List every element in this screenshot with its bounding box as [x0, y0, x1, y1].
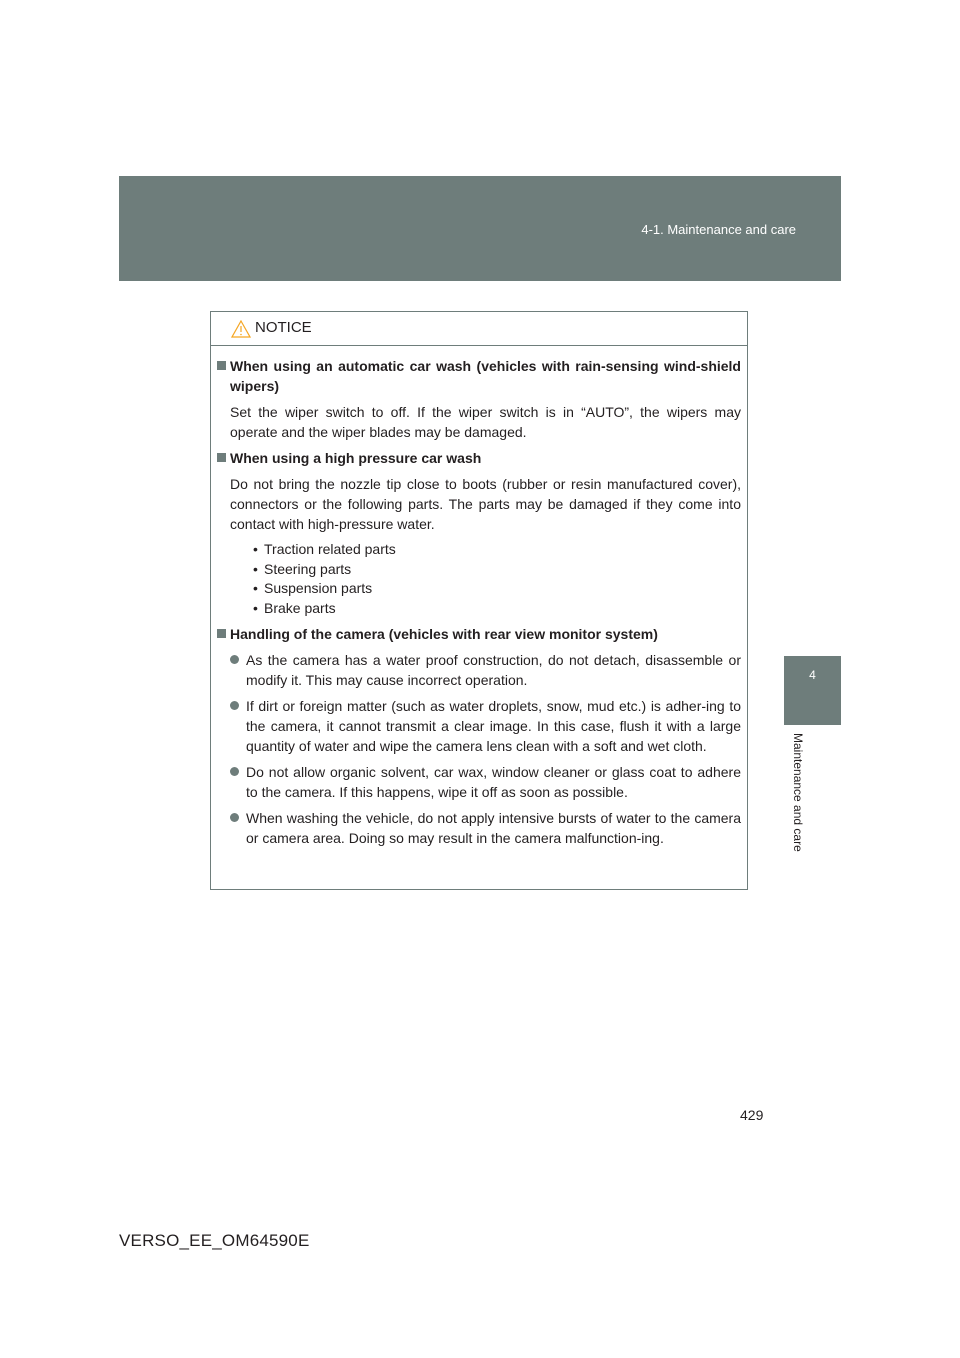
circle-bullet-icon	[230, 813, 239, 822]
section-title: 4-1. Maintenance and care	[641, 222, 796, 237]
square-bullet-icon	[217, 361, 226, 370]
section-heading: When using an automatic car wash (vehicles with rain-sensing wind-shield wipers)	[217, 356, 741, 396]
notice-title: NOTICE	[255, 319, 312, 336]
circle-bullet-icon	[230, 767, 239, 776]
section-paragraph: Do not bring the nozzle tip close to boots (rubber or resin manufactured cover), connectors or the following parts. The parts may be damaged if they come into contact with high-pressure water.	[230, 476, 741, 532]
square-bullet-icon	[217, 453, 226, 462]
section-heading: Handling of the camera (vehicles with rear view monitor system)	[217, 624, 741, 644]
list-item: • Suspension parts	[253, 580, 373, 596]
notice-section	[217, 624, 741, 848]
document-code: VERSO_EE_OM64590E	[119, 1231, 310, 1250]
header-band	[119, 176, 841, 281]
notice-section	[217, 356, 741, 442]
notice-section	[217, 448, 741, 618]
list-item: As the camera has a water proof construction, do not detach, disassemble or modify it. This may cause incorrect operation.	[230, 650, 741, 690]
list-item: • Traction related parts	[253, 541, 396, 557]
parts-list	[253, 540, 741, 618]
notice-content	[211, 346, 747, 848]
square-bullet-icon	[217, 629, 226, 638]
list-item: • Brake parts	[253, 599, 336, 616]
chapter-label: Maintenance and care	[791, 733, 805, 852]
page-number: 429	[740, 1107, 764, 1123]
list-item: If dirt or foreign matter (such as water droplets, snow, mud etc.) is adher-ing to the camera, it cannot transmit a clear image. In this case, flush it with a large quantity of water and wipe the camera lens clean with a soft and wet cloth.	[230, 696, 741, 756]
chapter-tab	[784, 656, 841, 725]
list-item: Do not allow organic solvent, car wax, window cleaner or glass coat to adhere to the camera. If this happens, wipe it off as soon as possible.	[230, 762, 741, 802]
chapter-number: 4	[809, 668, 816, 682]
circle-bullet-icon	[230, 655, 239, 664]
warning-triangle-icon	[231, 320, 251, 338]
section-heading: When using a high pressure car wash	[217, 448, 741, 468]
list-item: • Steering parts	[253, 560, 352, 577]
notice-box	[210, 311, 748, 890]
list-item: When washing the vehicle, do not apply intensive bursts of water to the camera or camera area. Doing so may result in the camera malfunction-ing.	[230, 808, 741, 848]
notice-header	[211, 312, 747, 346]
section-paragraph: Set the wiper switch to off. If the wiper switch is in “AUTO”, the wipers may operate and the wiper blades may be damaged.	[230, 404, 741, 440]
circle-bullet-icon	[230, 701, 239, 710]
